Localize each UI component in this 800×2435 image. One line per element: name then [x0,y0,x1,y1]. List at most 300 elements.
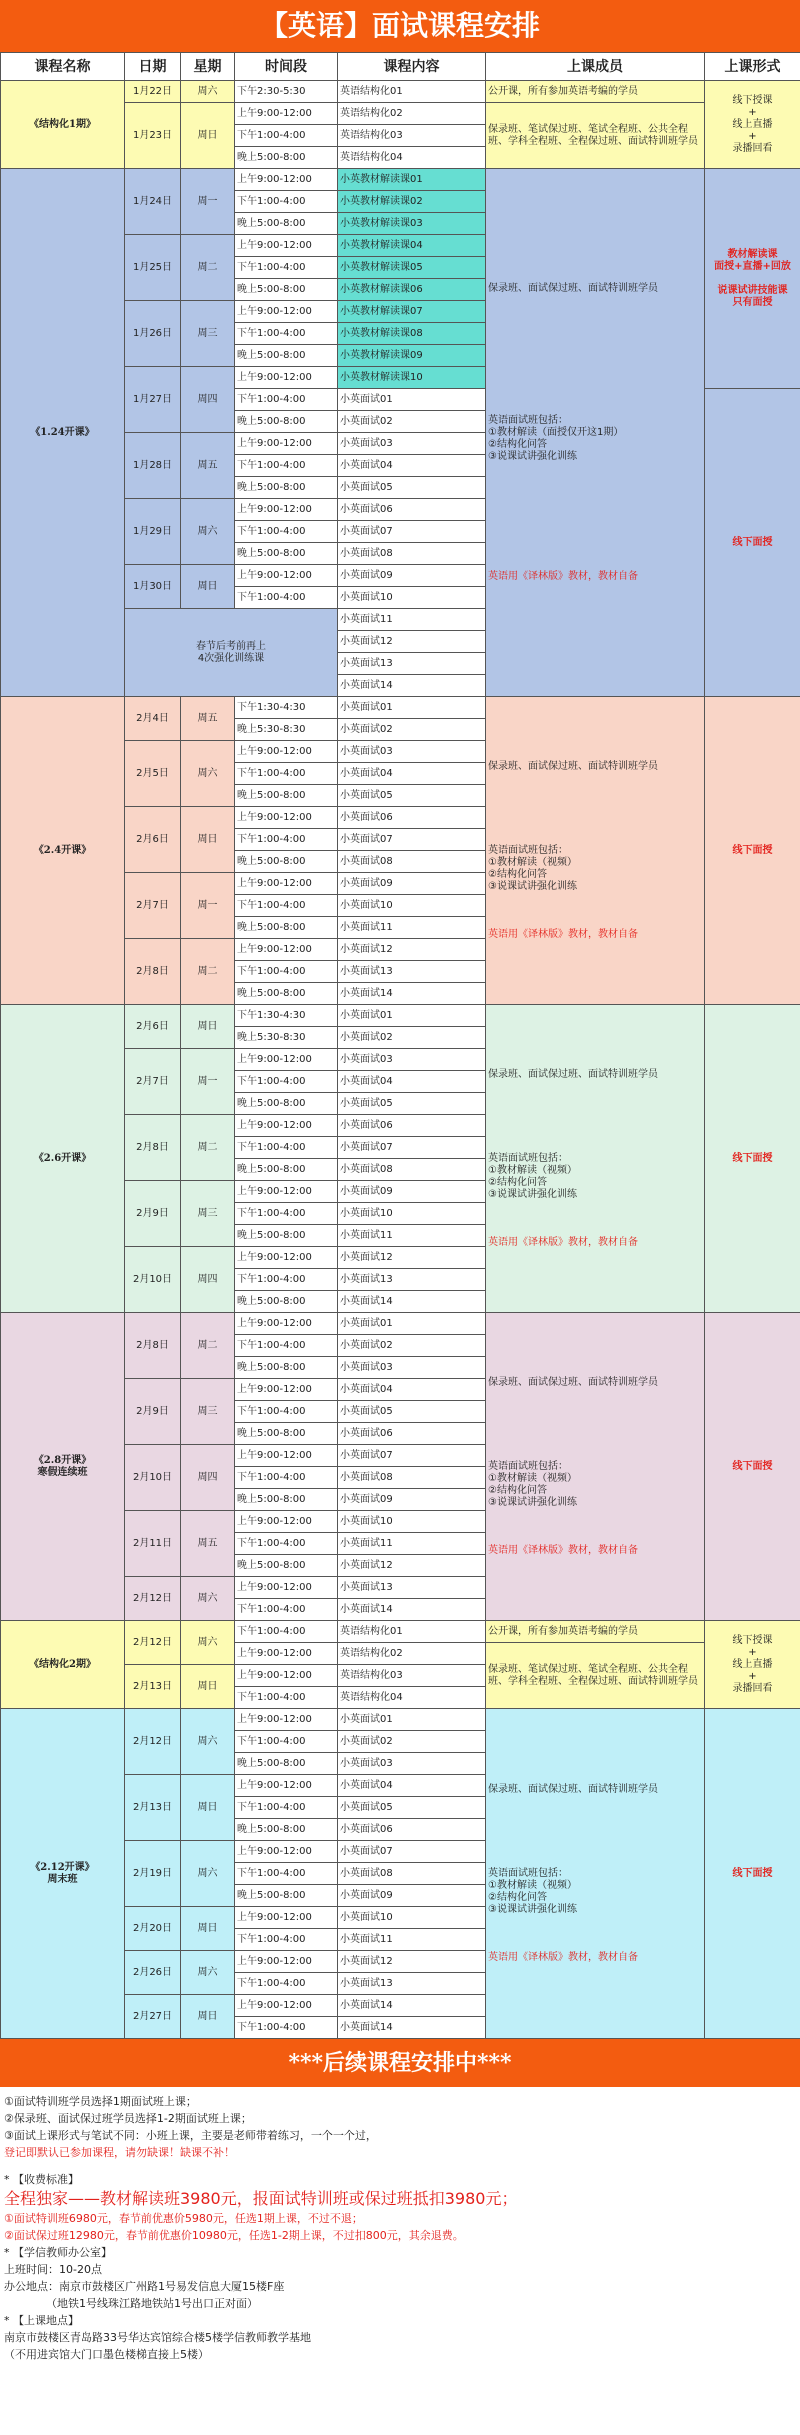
time-slot-cell: 下午1:00-4:00 [235,1599,338,1621]
course-content-cell: 小英教材解读课07 [338,301,486,323]
time-slot-cell: 下午1:30-4:30 [235,697,338,719]
course-content-cell: 英语结构化04 [338,147,486,169]
time-slot-cell: 上午9:00-12:00 [235,1247,338,1269]
members-text: 英语面试班包括： ①教材解读（视频） ②结构化问答 ③说课试讲强化训练 [488,1460,577,1508]
course-name: 《结构化1期》 [1,81,125,169]
time-slot-cell: 上午9:00-12:00 [235,873,338,895]
weekday-cell: 周二 [181,235,235,301]
course-content-cell: 小英面试08 [338,1863,486,1885]
course-content-cell: 小英面试14 [338,1291,486,1313]
table-row [1,169,800,191]
time-slot-cell: 下午1:00-4:00 [235,323,338,345]
time-slot-cell: 下午1:00-4:00 [235,587,338,609]
members-cell [486,81,705,103]
table-header-row [1,53,800,81]
course-content-cell: 小英教材解读课06 [338,279,486,301]
textbook-note: 英语用《译林版》教材，教材自备 [488,1236,638,1248]
course-content-cell: 小英面试09 [338,1885,486,1907]
course-name: 《2.8开课》 寒假连续班 [1,1313,125,1621]
notes-section [0,2087,800,2363]
course-name: 《2.12开课》 周末班 [1,1709,125,2039]
weekday-cell: 周五 [181,697,235,741]
date-cell: 2月13日 [125,1775,181,1841]
time-slot-cell: 上午9:00-12:00 [235,741,338,763]
time-slot-cell: 下午1:00-4:00 [235,1203,338,1225]
course-content-cell: 小英面试08 [338,851,486,873]
time-slot-cell: 下午1:00-4:00 [235,1863,338,1885]
weekday-cell: 周六 [181,1951,235,1995]
date-cell: 2月6日 [125,807,181,873]
note-line-2: ②保录班、面试保过班学员选择1-2期面试班上课； [4,2112,252,2125]
course-content-cell: 小英面试14 [338,2017,486,2039]
weekday-cell: 周日 [181,1665,235,1709]
time-slot-cell: 晚上5:00-8:00 [235,785,338,807]
time-slot-cell: 上午9:00-12:00 [235,499,338,521]
date-cell: 1月23日 [125,103,181,169]
course-content-cell: 小英面试09 [338,565,486,587]
course-content-cell: 英语结构化04 [338,1687,486,1709]
header-weekday: 星期 [181,53,235,81]
time-slot-cell: 下午1:00-4:00 [235,1731,338,1753]
weekday-cell: 周日 [181,565,235,609]
format-cell: 线下授课 + 线上直播 + 录播回看 [705,81,800,169]
time-slot-cell: 上午9:00-12:00 [235,1841,338,1863]
course-content-cell: 小英面试05 [338,1401,486,1423]
date-cell: 1月29日 [125,499,181,565]
time-slot-cell: 上午9:00-12:00 [235,939,338,961]
table-row [1,1621,800,1643]
course-name: 《2.6开课》 [1,1005,125,1313]
time-slot-cell: 下午1:00-4:00 [235,829,338,851]
course-content-cell: 小英面试05 [338,1093,486,1115]
course-content-cell: 小英面试02 [338,411,486,433]
weekday-cell: 周四 [181,1247,235,1313]
course-content-cell: 小英面试05 [338,1797,486,1819]
time-slot-cell: 下午1:00-4:00 [235,895,338,917]
time-slot-cell: 晚上5:00-8:00 [235,345,338,367]
course-content-cell: 小英面试06 [338,1423,486,1445]
time-slot-cell: 上午9:00-12:00 [235,1709,338,1731]
members-cell [486,697,705,1005]
weekday-cell: 周五 [181,1511,235,1577]
course-content-cell: 小英面试11 [338,609,486,631]
weekday-cell: 周二 [181,1115,235,1181]
course-content-cell: 小英面试14 [338,983,486,1005]
course-content-cell: 小英面试03 [338,741,486,763]
course-name: 《1.24开课》 [1,169,125,697]
time-slot-cell: 上午9:00-12:00 [235,301,338,323]
time-slot-cell: 上午9:00-12:00 [235,1951,338,1973]
date-cell: 2月10日 [125,1247,181,1313]
time-slot-cell: 晚上5:00-8:00 [235,279,338,301]
time-slot-cell: 晚上5:00-8:00 [235,543,338,565]
time-slot-cell: 晚上5:00-8:00 [235,1819,338,1841]
time-slot-cell: 上午9:00-12:00 [235,433,338,455]
time-slot-cell: 上午9:00-12:00 [235,1577,338,1599]
time-slot-cell: 上午9:00-12:00 [235,807,338,829]
time-slot-cell: 下午1:00-4:00 [235,1335,338,1357]
weekday-cell: 周六 [181,1577,235,1621]
members-cell [486,1621,705,1643]
course-content-cell: 小英面试07 [338,1137,486,1159]
course-content-cell: 小英面试13 [338,1577,486,1599]
office-transit: （地铁1号线珠江路地铁站1号出口正对面） [46,2297,258,2310]
course-content-cell: 小英面试13 [338,961,486,983]
course-content-cell: 英语结构化01 [338,1621,486,1643]
date-cell: 1月30日 [125,565,181,609]
course-content-cell: 小英面试11 [338,1929,486,1951]
course-content-cell: 小英面试05 [338,785,486,807]
date-cell: 2月13日 [125,1665,181,1709]
course-content-cell: 英语结构化01 [338,81,486,103]
weekday-cell: 周六 [181,499,235,565]
date-cell: 2月6日 [125,1005,181,1049]
members-text: 英语面试班包括： ①教材解读（面授仅开这1期） ②结构化问答 ③说课试讲强化训练 [488,414,624,462]
time-slot-cell: 下午1:00-4:00 [235,763,338,785]
time-slot-cell: 下午1:00-4:00 [235,389,338,411]
class-location-note: （不用进宾馆大门口墨色楼梯直接上5楼） [4,2348,209,2361]
weekday-cell: 周三 [181,1181,235,1247]
course-content-cell: 小英面试04 [338,1071,486,1093]
weekday-cell: 周四 [181,1445,235,1511]
course-content-cell: 小英面试05 [338,477,486,499]
course-content-cell: 小英面试01 [338,1313,486,1335]
course-content-cell: 小英面试08 [338,1159,486,1181]
time-slot-cell: 晚上5:30-8:30 [235,719,338,741]
time-slot-cell: 晚上5:00-8:00 [235,1159,338,1181]
date-cell: 2月12日 [125,1621,181,1665]
textbook-note: 英语用《译林版》教材，教材自备 [488,928,638,940]
members-text: 保录班、面试保过班、面试特训班学员 [488,1068,658,1080]
course-content-cell: 小英面试12 [338,1555,486,1577]
weekday-cell: 周日 [181,1907,235,1951]
time-slot-cell: 晚上5:00-8:00 [235,1555,338,1577]
course-content-cell: 小英面试07 [338,1841,486,1863]
course-content-cell: 小英面试14 [338,1995,486,2017]
time-slot-cell: 上午9:00-12:00 [235,1379,338,1401]
office-heading: * 【学信教师办公室】 [4,2246,112,2259]
course-content-cell: 小英面试11 [338,1533,486,1555]
course-content-cell: 小英教材解读课09 [338,345,486,367]
weekday-cell: 周六 [181,1709,235,1775]
weekday-cell: 周六 [181,1841,235,1907]
course-content-cell: 小英面试10 [338,1511,486,1533]
format-cell: 线下面授 [705,1005,800,1313]
time-slot-cell: 上午9:00-12:00 [235,1907,338,1929]
textbook-note: 英语用《译林版》教材，教材自备 [488,1951,638,1963]
time-slot-cell: 晚上5:00-8:00 [235,1885,338,1907]
course-content-cell: 小英面试01 [338,1709,486,1731]
members-cell [486,1005,705,1313]
date-cell: 2月7日 [125,1049,181,1115]
time-slot-cell: 上午9:00-12:00 [235,367,338,389]
members-text: 保录班、笔试保过班、笔试全程班、公共全程班、学科全程班、全程保过班、面试特训班学员 [488,1663,698,1687]
weekday-cell: 周五 [181,433,235,499]
weekday-cell: 周三 [181,1379,235,1445]
time-slot-cell: 上午9:00-12:00 [235,1511,338,1533]
weekday-cell: 周日 [181,807,235,873]
time-slot-cell: 下午1:00-4:00 [235,1533,338,1555]
date-cell: 1月28日 [125,433,181,499]
members-cell [486,1709,705,2039]
course-content-cell: 小英面试01 [338,697,486,719]
table-row [1,1709,800,1731]
time-slot-cell: 晚上5:00-8:00 [235,1753,338,1775]
format-cell: 线下面授 [705,697,800,1005]
date-cell: 1月24日 [125,169,181,235]
time-slot-cell: 下午1:00-4:00 [235,961,338,983]
course-content-cell: 小英教材解读课02 [338,191,486,213]
table-row [1,697,800,719]
course-content-cell: 小英面试07 [338,1445,486,1467]
members-text: 保录班、面试保过班、面试特训班学员 [488,282,658,294]
time-slot-cell: 上午9:00-12:00 [235,1995,338,2017]
course-content-cell: 小英面试06 [338,1115,486,1137]
course-content-cell: 小英面试13 [338,1269,486,1291]
course-content-cell: 小英教材解读课04 [338,235,486,257]
date-cell: 1月26日 [125,301,181,367]
time-slot-cell: 晚上5:00-8:00 [235,1225,338,1247]
course-content-cell: 小英面试12 [338,1247,486,1269]
weekday-cell: 周三 [181,301,235,367]
time-slot-cell: 晚上5:00-8:00 [235,1423,338,1445]
members-text: 保录班、笔试保过班、笔试全程班、公共全程班、学科全程班、全程保过班、面试特训班学员 [488,123,698,147]
course-content-cell: 小英面试07 [338,521,486,543]
date-cell: 2月5日 [125,741,181,807]
schedule-table [0,52,800,2039]
header-course-name: 课程名称 [1,53,125,81]
weekday-cell: 周二 [181,1313,235,1379]
note-warning: 登记即默认已参加课程，请勿缺课！缺课不补！ [4,2146,235,2159]
header-format: 上课形式 [705,53,800,81]
course-content-cell: 小英面试08 [338,1467,486,1489]
fee-highlight: 全程独家——教材解读班3980元，报面试特训班或保过班抵扣3980元； [4,2189,518,2208]
course-content-cell: 小英面试04 [338,1775,486,1797]
date-cell: 2月9日 [125,1379,181,1445]
course-content-cell: 小英面试02 [338,719,486,741]
time-slot-cell: 上午9:00-12:00 [235,1643,338,1665]
course-content-cell: 小英面试04 [338,763,486,785]
course-content-cell: 英语结构化02 [338,103,486,125]
weekday-cell: 周日 [181,1005,235,1049]
members-text: 公开课，所有参加英语考编的学员 [488,85,638,97]
course-content-cell: 小英面试04 [338,1379,486,1401]
header-time-slot: 时间段 [235,53,338,81]
course-content-cell: 小英面试06 [338,807,486,829]
date-cell: 1月25日 [125,235,181,301]
weekday-cell: 周六 [181,1621,235,1665]
format-cell: 线下面授 [705,389,800,697]
course-content-cell: 小英面试11 [338,917,486,939]
date-cell: 1月22日 [125,81,181,103]
time-slot-cell: 下午1:00-4:00 [235,1071,338,1093]
course-content-cell: 小英面试13 [338,653,486,675]
date-cell: 2月9日 [125,1181,181,1247]
course-name: 《结构化2期》 [1,1621,125,1709]
weekday-cell: 周日 [181,1995,235,2039]
note-line-3: ③面试上课形式与笔试不同：小班上课，主要是老师带着练习，一个一个过， [4,2129,377,2142]
weekday-cell: 周六 [181,741,235,807]
course-content-cell: 小英教材解读课05 [338,257,486,279]
course-content-cell: 小英教材解读课03 [338,213,486,235]
weekday-cell: 周一 [181,1049,235,1115]
time-slot-cell: 晚上5:00-8:00 [235,851,338,873]
time-slot-cell: 下午1:00-4:00 [235,125,338,147]
time-slot-cell: 下午1:00-4:00 [235,191,338,213]
course-content-cell: 小英面试09 [338,1181,486,1203]
time-slot-cell: 下午1:00-4:00 [235,1687,338,1709]
course-content-cell: 小英面试11 [338,1225,486,1247]
members-text: 英语面试班包括： ①教材解读（视频） ②结构化问答 ③说课试讲强化训练 [488,844,577,892]
time-slot-cell: 晚上5:00-8:00 [235,477,338,499]
time-slot-cell: 上午9:00-12:00 [235,1445,338,1467]
office-address: 办公地点：南京市鼓楼区广州路1号易发信息大厦15楼F座 [4,2280,285,2293]
time-slot-cell: 晚上5:30-8:30 [235,1027,338,1049]
course-content-cell: 小英面试02 [338,1027,486,1049]
course-content-cell: 小英面试06 [338,499,486,521]
time-slot-cell: 上午9:00-12:00 [235,1665,338,1687]
fee-line-1: ①面试特训班6980元，春节前优惠价5980元，任选1期上课，不过不退； [4,2212,363,2225]
date-cell: 1月27日 [125,367,181,433]
date-cell: 2月27日 [125,1995,181,2039]
course-content-cell: 小英面试14 [338,1599,486,1621]
weekday-cell: 周日 [181,1775,235,1841]
weekday-cell: 周四 [181,367,235,433]
time-slot-cell: 上午9:00-12:00 [235,1115,338,1137]
time-slot-cell: 下午2:30-5:30 [235,81,338,103]
time-slot-cell: 晚上5:00-8:00 [235,1291,338,1313]
page-title: 【英语】面试课程安排 [0,0,800,52]
course-content-cell: 小英面试03 [338,433,486,455]
time-slot-cell: 下午1:00-4:00 [235,1973,338,1995]
course-content-cell: 小英面试12 [338,939,486,961]
class-location-heading: * 【上课地点】 [4,2314,79,2327]
time-slot-cell: 下午1:00-4:00 [235,1401,338,1423]
time-slot-cell: 上午9:00-12:00 [235,169,338,191]
course-content-cell: 小英面试14 [338,675,486,697]
header-date: 日期 [125,53,181,81]
time-slot-cell: 下午1:00-4:00 [235,257,338,279]
date-cell: 2月4日 [125,697,181,741]
date-cell: 2月12日 [125,1709,181,1775]
time-slot-cell: 下午1:00-4:00 [235,521,338,543]
date-cell: 2月19日 [125,1841,181,1907]
course-content-cell: 小英面试03 [338,1753,486,1775]
members-text: 英语面试班包括： ①教材解读（视频） ②结构化问答 ③说课试讲强化训练 [488,1152,577,1200]
header-members: 上课成员 [486,53,705,81]
time-slot-cell: 上午9:00-12:00 [235,1049,338,1071]
members-text: 保录班、面试保过班、面试特训班学员 [488,1376,658,1388]
course-name: 《2.4开课》 [1,697,125,1005]
course-content-cell: 小英教材解读课08 [338,323,486,345]
course-content-cell: 英语结构化03 [338,1665,486,1687]
members-cell [486,1313,705,1621]
weekday-cell: 周二 [181,939,235,1005]
time-slot-cell: 晚上5:00-8:00 [235,213,338,235]
class-location-address: 南京市鼓楼区青岛路33号华达宾馆综合楼5楼学信教师教学基地 [4,2331,311,2344]
course-content-cell: 英语结构化02 [338,1643,486,1665]
course-content-cell: 小英教材解读课01 [338,169,486,191]
time-slot-cell: 上午9:00-12:00 [235,235,338,257]
course-content-cell: 小英面试02 [338,1731,486,1753]
time-slot-cell: 下午1:00-4:00 [235,1621,338,1643]
course-content-cell: 小英教材解读课10 [338,367,486,389]
members-text: 保录班、面试保过班、面试特训班学员 [488,1783,658,1795]
time-slot-cell: 晚上5:00-8:00 [235,411,338,433]
fee-line-2: ②面试保过班12980元，春节前优惠价10980元，任选1-2期上课，不过扣800元，其余退费。 [4,2229,464,2242]
date-cell: 2月7日 [125,873,181,939]
office-hours: 上班时间：10-20点 [4,2263,102,2276]
textbook-note: 英语用《译林版》教材，教材自备 [488,1544,638,1556]
header-course-content: 课程内容 [338,53,486,81]
course-content-cell: 小英面试12 [338,631,486,653]
course-content-cell: 小英面试01 [338,389,486,411]
time-slot-cell: 上午9:00-12:00 [235,103,338,125]
date-cell: 2月11日 [125,1511,181,1577]
time-slot-cell: 晚上5:00-8:00 [235,1093,338,1115]
time-slot-cell: 下午1:00-4:00 [235,1797,338,1819]
time-slot-cell: 下午1:00-4:00 [235,2017,338,2039]
course-content-cell: 小英面试09 [338,873,486,895]
course-content-cell: 小英面试08 [338,543,486,565]
time-slot-cell: 晚上5:00-8:00 [235,917,338,939]
date-cell: 2月12日 [125,1577,181,1621]
time-slot-cell: 下午1:00-4:00 [235,1467,338,1489]
members-text: 英语面试班包括： ①教材解读（视频） ②结构化问答 ③说课试讲强化训练 [488,1867,577,1915]
members-text: 保录班、面试保过班、面试特训班学员 [488,760,658,772]
format-cell: 线下面授 [705,1709,800,2039]
course-content-cell: 小英面试09 [338,1489,486,1511]
course-content-cell: 小英面试10 [338,587,486,609]
weekday-cell: 周一 [181,873,235,939]
time-slot-cell: 下午1:00-4:00 [235,455,338,477]
course-content-cell: 小英面试12 [338,1951,486,1973]
date-cell: 2月10日 [125,1445,181,1511]
course-content-cell: 小英面试13 [338,1973,486,1995]
members-cell [486,103,705,169]
date-cell: 2月20日 [125,1907,181,1951]
course-content-cell: 小英面试06 [338,1819,486,1841]
course-content-cell: 小英面试03 [338,1357,486,1379]
format-cell: 线下授课 + 线上直播 + 录播回看 [705,1621,800,1709]
format-cell: 线下面授 [705,1313,800,1621]
fee-heading: * 【收费标准】 [4,2173,79,2186]
time-slot-cell: 上午9:00-12:00 [235,1181,338,1203]
date-cell: 2月8日 [125,1313,181,1379]
time-slot-cell: 晚上5:00-8:00 [235,147,338,169]
table-row [1,81,800,103]
weekday-cell: 周日 [181,103,235,169]
time-slot-cell: 下午1:00-4:00 [235,1269,338,1291]
course-content-cell: 小英面试02 [338,1335,486,1357]
time-slot-cell: 晚上5:00-8:00 [235,1489,338,1511]
course-content-cell: 小英面试07 [338,829,486,851]
course-content-cell: 小英面试01 [338,1005,486,1027]
time-slot-cell: 下午1:30-4:30 [235,1005,338,1027]
course-content-cell: 英语结构化03 [338,125,486,147]
table-row [1,1313,800,1335]
date-cell: 2月8日 [125,939,181,1005]
weekday-cell: 周六 [181,81,235,103]
date-note: 春节后考前再上 4次强化训练课 [125,609,338,697]
weekday-cell: 周一 [181,169,235,235]
members-cell [486,169,705,697]
time-slot-cell: 下午1:00-4:00 [235,1137,338,1159]
time-slot-cell: 上午9:00-12:00 [235,1313,338,1335]
date-cell: 2月8日 [125,1115,181,1181]
date-cell: 2月26日 [125,1951,181,1995]
time-slot-cell: 上午9:00-12:00 [235,565,338,587]
